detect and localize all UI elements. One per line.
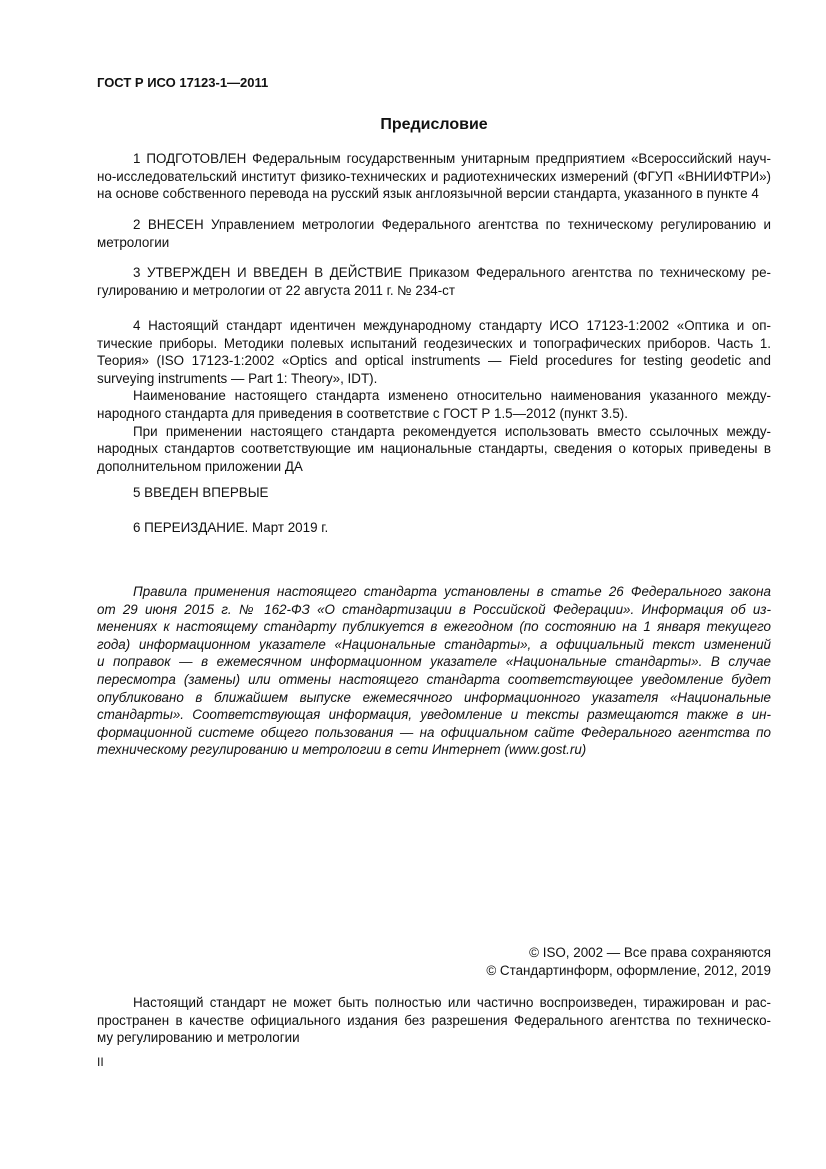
text-line: года) информационном указателе «Национальные стандарты», а официальный текст изменений bbox=[97, 636, 771, 652]
preface-item-4 bbox=[97, 317, 771, 475]
text-line: 5 ВВЕДЕН ВПЕРВЫЕ bbox=[133, 485, 269, 500]
text-line: 1 ПОДГОТОВЛЕН Федеральным государственным унитарным предприятием «Всероссийский науч- bbox=[133, 151, 771, 166]
preface-item-6 bbox=[97, 519, 771, 537]
text-line: Правила применения настоящего стандарта установлены в статье 26 Федерального закона bbox=[133, 584, 771, 599]
text-line: Наименование настоящего стандарта изменено относительно наименования указанного между- bbox=[133, 388, 771, 404]
text-line: на основе собственного перевода на русский язык англоязычной версии стандарта, указанного в пункте 4 bbox=[97, 186, 759, 202]
text-line: но-исследовательский институт физико-технических и радиотехнических измерений (ФГУП «ВНИИФТРИ») bbox=[97, 168, 771, 184]
copyright-publisher: © Стандартинформ, оформление, 2012, 2019 bbox=[486, 963, 771, 978]
text-line: surveying instruments — Part 1: Theory», IDT). bbox=[97, 370, 378, 386]
text-line: пересмотра (замены) или отмены настоящего стандарта соответствующее уведомление будет bbox=[97, 671, 771, 687]
text-line: 3 УТВЕРЖДЕН И ВВЕДЕН В ДЕЙСТВИЕ Приказом Федерального агентства по техническому ре- bbox=[133, 265, 771, 280]
preface-item-1 bbox=[97, 150, 771, 203]
text-line: народного стандарта для приведения в соответствие с ГОСТ Р 1.5—2012 (пункт 3.5). bbox=[97, 405, 628, 421]
text-line: При применении настоящего стандарта рекомендуется использовать вместо ссылочных между- bbox=[133, 423, 771, 439]
text-line: опубликовано в ближайшем выпуске ежемесячного информационного указателя «Национальные bbox=[97, 689, 771, 705]
standard-rules-note bbox=[97, 583, 771, 759]
copyright-iso: © ISO, 2002 — Все права сохраняются bbox=[529, 945, 771, 960]
preface-item-2 bbox=[97, 216, 771, 251]
text-line: Настоящий стандарт не может быть полностью или частично воспроизведен, тиражирован и рас- bbox=[133, 995, 771, 1010]
text-line: 4 Настоящий стандарт идентичен международному стандарту ИСО 17123-1:2002 «Оптика и оп- bbox=[133, 318, 771, 333]
text-line: и поправок — в ежемесячном информационном указателе «Национальные стандарты». В случае bbox=[97, 654, 771, 670]
text-line: 6 ПЕРЕИЗДАНИЕ. Март 2019 г. bbox=[133, 520, 329, 535]
text-line: народных стандартов соответствующие им национальные стандарты, сведения о которых приведены в bbox=[97, 441, 771, 457]
text-line: техническому регулированию и метрологии в сети Интернет (www.gost.ru) bbox=[97, 742, 587, 758]
text-line: тические приборы. Методики полевых испытаний геодезических и топографических приборов. Часть 1. bbox=[97, 335, 771, 351]
text-line: гулированию и метрологии от 22 августа 2011 г. № 234-ст bbox=[97, 282, 456, 298]
text-line: му регулированию и метрологии bbox=[97, 1030, 300, 1046]
text-line: от 29 июня 2015 г. № 162-ФЗ «О стандартизации в Российской Федерации». Информация об из- bbox=[97, 601, 771, 617]
preface-item-5 bbox=[97, 484, 771, 502]
text-line: менениях к настоящему стандарту публикуется в ежегодном (по состоянию на 1 января текущего bbox=[97, 619, 771, 635]
page-number: II bbox=[97, 1055, 104, 1069]
document-header: ГОСТ Р ИСО 17123-1—2011 bbox=[97, 75, 269, 90]
text-line: формационной системе общего пользования — на официальном сайте Федерального агентства по bbox=[97, 724, 771, 740]
page-title: Предисловие bbox=[380, 116, 488, 133]
text-line: метрологии bbox=[97, 234, 170, 250]
text-line: пространен в качестве официального издания без разрешения Федерального агентства по техническо- bbox=[97, 1012, 771, 1028]
text-line: стандарты». Соответствующая информация, уведомление и тексты размещаются также в ин- bbox=[97, 707, 771, 723]
text-line: 2 ВНЕСЕН Управлением метрологии Федерального агентства по техническому регулированию и bbox=[133, 217, 771, 232]
text-line: Теория» (ISO 17123-1:2002 «Optics and optical instruments — Field procedures for testing geodetic and bbox=[97, 353, 771, 369]
copyright-block bbox=[97, 944, 771, 980]
text-line: дополнительном приложении ДА bbox=[97, 458, 303, 474]
reproduction-notice bbox=[97, 994, 771, 1047]
preface-item-3 bbox=[97, 264, 771, 299]
